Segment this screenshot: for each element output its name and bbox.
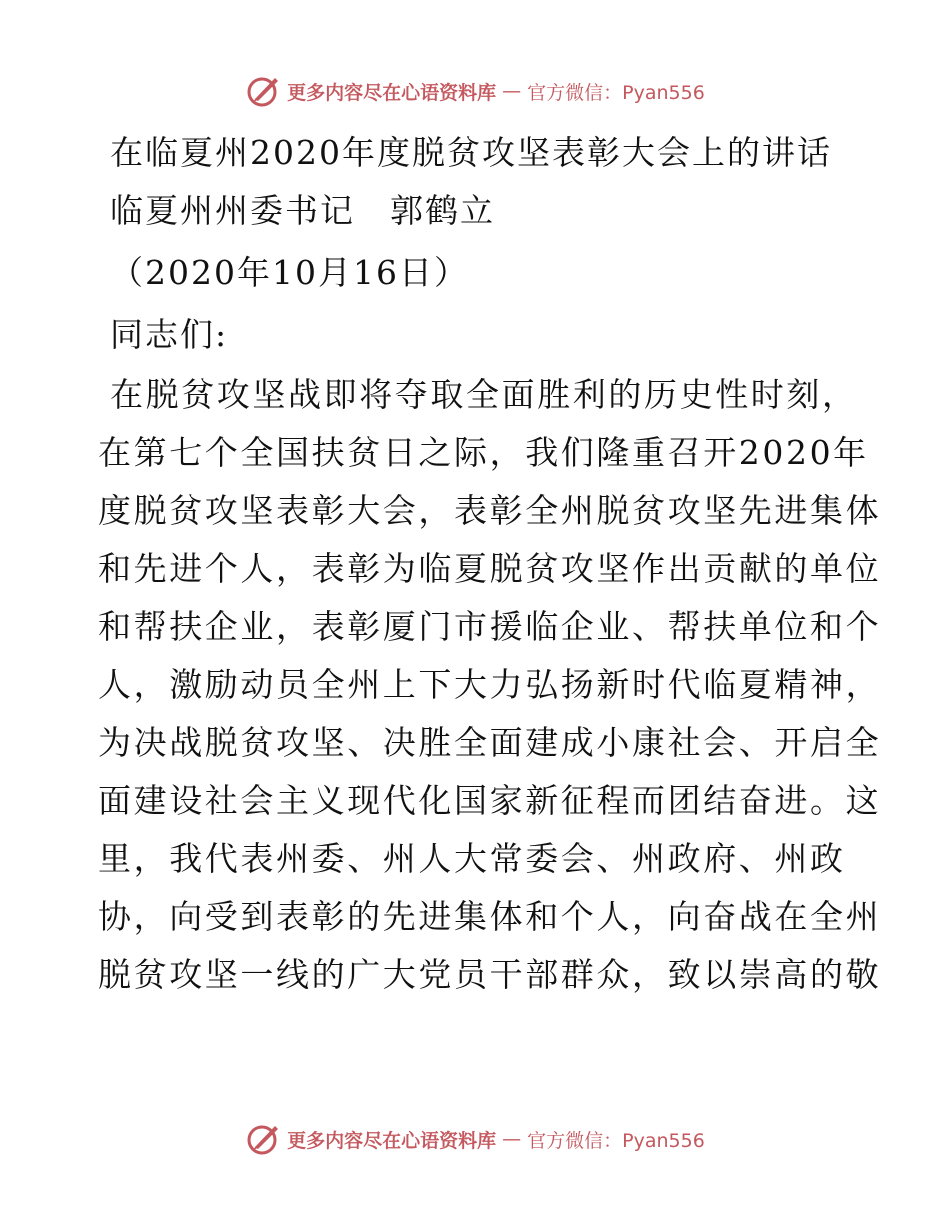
watermark-wechat-text: 官方微信：Pyan556 <box>527 81 705 104</box>
quill-logo-icon <box>245 74 281 108</box>
paragraph-line: 在第七个全国扶贫日之际，我们隆重召开2020年 <box>98 433 869 472</box>
document-salutation: 同志们: <box>110 315 229 354</box>
watermark-dash: — <box>502 80 522 102</box>
paragraph-line: 和帮扶企业，表彰厦门市援临企业、帮扶单位和个 <box>98 607 882 646</box>
watermark-brand-text: 更多内容尽在心语资料库 <box>287 1129 497 1152</box>
paragraph-line: 面建设社会主义现代化国家新征程而团结奋进。这 <box>98 781 882 820</box>
quill-logo-icon <box>245 1122 281 1156</box>
document-body <box>98 124 882 1004</box>
document-title: 在临夏州2020年度脱贫攻坚表彰大会上的讲话 <box>110 133 832 172</box>
watermark-wechat-text: 官方微信：Pyan556 <box>527 1129 705 1152</box>
paragraph-line: 为决战脱贫攻坚、决胜全面建成小康社会、开启全 <box>98 723 882 762</box>
paragraph-line: 和先进个人，表彰为临夏脱贫攻坚作出贡献的单位 <box>98 549 882 588</box>
paragraph-line: 协，向受到表彰的先进集体和个人，向奋战在全州 <box>98 897 882 936</box>
document-author: 临夏州州委书记 郭鹤立 <box>110 191 495 230</box>
body-paragraph <box>98 366 882 1004</box>
paragraph-line: 人，激励动员全州上下大力弘扬新时代临夏精神， <box>98 665 882 704</box>
paragraph-line: 在脱贫攻坚战即将夺取全面胜利的历史性时刻， <box>110 375 858 414</box>
watermark-brand-text: 更多内容尽在心语资料库 <box>287 81 497 104</box>
paragraph-line: 脱贫攻坚一线的广大党员干部群众，致以崇高的敬 <box>98 955 882 994</box>
document-date: （2020年10月16日） <box>110 253 469 292</box>
watermark-dash: — <box>502 1128 522 1150</box>
paragraph-line: 里，我代表州委、州人大常委会、州政府、州政 <box>98 839 846 878</box>
paragraph-line: 度脱贫攻坚表彰大会，表彰全州脱贫攻坚先进集体 <box>98 491 882 530</box>
footer-watermark <box>0 1122 950 1156</box>
header-watermark <box>0 74 950 108</box>
